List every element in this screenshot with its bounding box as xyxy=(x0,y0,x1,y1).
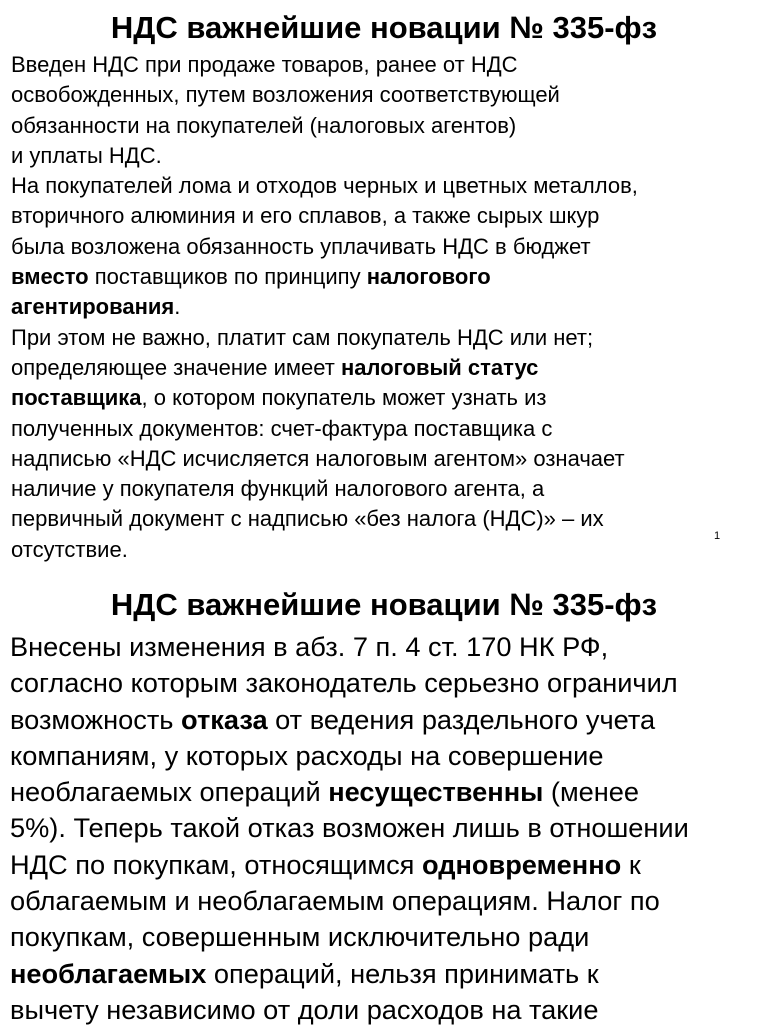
text-span: (менее xyxy=(543,776,640,808)
text-line xyxy=(10,774,765,810)
emphasis-text: вместо xyxy=(11,264,89,290)
page-number: 1 xyxy=(714,530,721,542)
text-span: необлагаемых операций xyxy=(10,776,329,808)
paragraph-supplier-status xyxy=(11,323,756,565)
emphasis-text: налоговый статус xyxy=(340,354,539,380)
text-line xyxy=(11,262,756,292)
emphasis-text: поставщика xyxy=(11,385,142,411)
text-line: 5%). Теперь такой отказ возможен лишь в отношении xyxy=(10,812,689,844)
text-line xyxy=(11,292,756,322)
text-span: . xyxy=(174,294,181,320)
text-line: наличие у покупателя функций налогового агента, а xyxy=(11,476,545,502)
text-span: поставщиков по принципу xyxy=(88,264,367,290)
text-line: Внесены изменения в абз. 7 п. 4 ст. 170 НК РФ, xyxy=(10,631,609,662)
text-line: вторичного алюминия и его сплавов, а также сырых шкур xyxy=(11,203,600,229)
text-span: определяющее значение имеет xyxy=(11,354,341,380)
text-line: На покупателей лома и отходов черных и цветных металлов, xyxy=(11,173,638,199)
slide-2 xyxy=(0,578,768,1024)
text-span: операций, нельзя принимать к xyxy=(206,957,599,989)
text-line: освобожденных, путем возложения соответствующей xyxy=(11,82,560,108)
text-line: При этом не важно, платит сам покупатель НДС или нет; xyxy=(11,324,594,350)
text-line xyxy=(10,956,765,992)
text-span: к xyxy=(621,848,641,880)
text-line xyxy=(11,353,756,383)
paragraph-vat-introduction xyxy=(11,50,756,171)
emphasis-text: налогового xyxy=(366,264,491,290)
text-span: , о котором покупатель может узнать из xyxy=(141,385,547,411)
text-line: была возложена обязанность уплачивать НДС в бюджет xyxy=(11,233,591,259)
text-line: компаниям, у которых расходы на совершение xyxy=(10,739,604,771)
text-line xyxy=(10,702,765,738)
slide-2-body xyxy=(10,629,765,1028)
text-line: покупкам, совершенным исключительно ради xyxy=(10,921,590,953)
emphasis-text: несущественны xyxy=(328,776,544,808)
text-line: полученных документов: счет-фактура поставщика с xyxy=(11,415,553,441)
text-line xyxy=(10,847,765,883)
text-line: согласно которым законодатель серьезно ограничил xyxy=(10,667,678,699)
paragraph-scrap-buyers xyxy=(11,171,756,322)
emphasis-text: отказа xyxy=(181,703,268,735)
text-line: облагаемым и необлагаемым операциям. Налог по xyxy=(10,885,660,917)
text-span: от ведения раздельного учета xyxy=(267,703,656,735)
text-line: вычету независимо от доли расходов на такие xyxy=(10,993,599,1025)
slide-1-title: НДС важнейшие новации № 335-фз xyxy=(110,10,658,45)
emphasis-text: одновременно xyxy=(421,848,622,880)
text-line: Введен НДС при продаже товаров, ранее от НДС xyxy=(11,52,518,77)
emphasis-text: агентирования xyxy=(11,294,175,320)
text-line: и уплаты НДС. xyxy=(11,142,162,168)
text-span: возможность xyxy=(10,703,182,735)
text-line: надписью «НДС исчисляется налоговым агентом» означает xyxy=(11,445,625,471)
slide-1-body xyxy=(11,50,756,565)
text-line: первичный документ с надписью «без налога (НДС)» – их xyxy=(11,506,604,532)
text-line xyxy=(11,383,756,413)
slide-2-title: НДС важнейшие новации № 335-фз xyxy=(110,587,658,622)
text-line: отсутствие. xyxy=(11,536,128,562)
text-line: обязанности на покупателей (налоговых агентов) xyxy=(11,112,517,138)
text-span: НДС по покупкам, относящимся xyxy=(10,848,422,880)
emphasis-text: необлагаемых xyxy=(10,957,207,989)
